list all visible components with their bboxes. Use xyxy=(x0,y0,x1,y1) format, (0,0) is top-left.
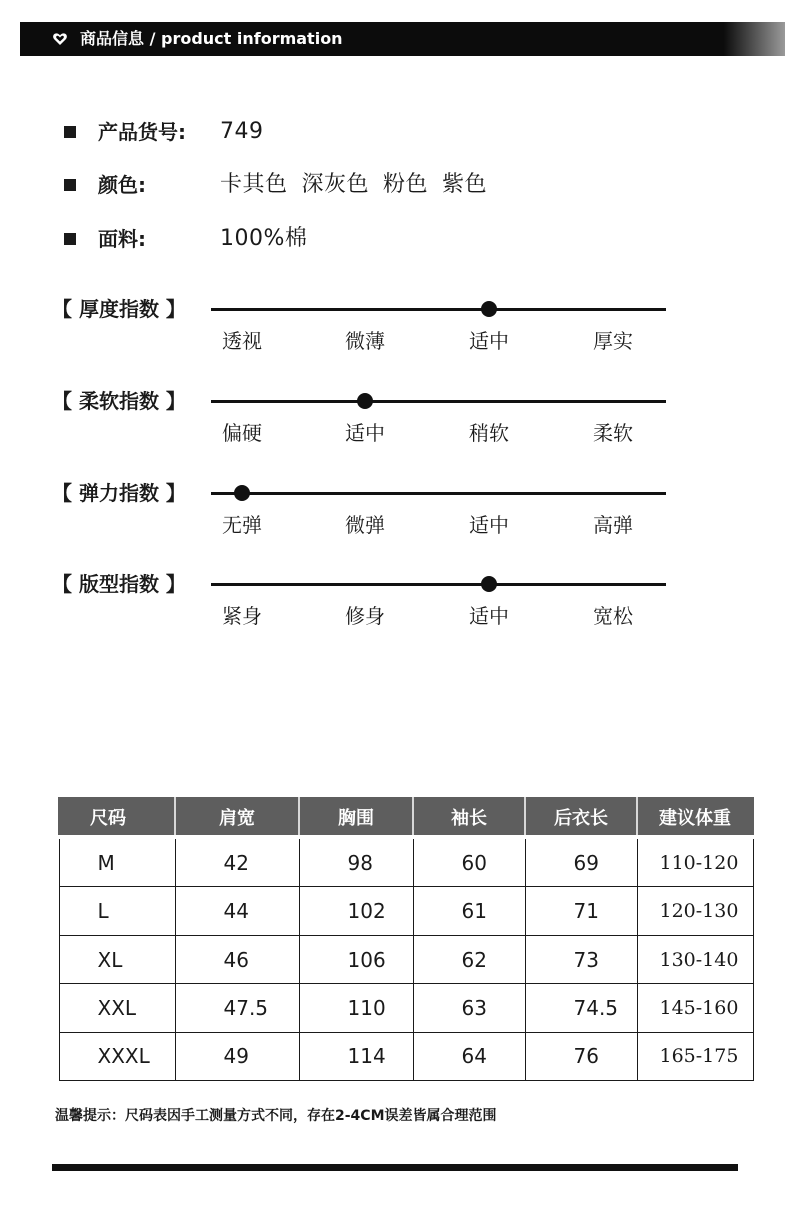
index-marker xyxy=(481,301,497,317)
index-tick-label: 宽松 xyxy=(593,604,633,628)
table-cell: 73 xyxy=(525,935,637,983)
table-cell: 63 xyxy=(413,984,525,1032)
color-option: 卡其色 xyxy=(220,172,288,197)
fabric-value: 100%棉 xyxy=(220,226,308,251)
table-cell: XXXL xyxy=(59,1032,175,1080)
index-label: 【 弹力指数 】 xyxy=(52,481,186,505)
table-cell: 76 xyxy=(525,1032,637,1080)
info-label: 面料: xyxy=(98,227,146,251)
heart-icon xyxy=(52,31,68,47)
index-softness xyxy=(52,388,692,458)
index-scale-line xyxy=(211,583,666,586)
index-tick-label: 适中 xyxy=(469,513,509,537)
index-tick-label: 柔软 xyxy=(593,421,633,445)
index-tick-label: 适中 xyxy=(469,329,509,353)
index-tick-label: 紧身 xyxy=(222,604,262,628)
table-cell: 110 xyxy=(299,984,413,1032)
table-cell: M xyxy=(59,837,175,887)
table-cell: 49 xyxy=(175,1032,299,1080)
index-tick-label: 透视 xyxy=(222,329,262,353)
color-option: 紫色 xyxy=(442,172,488,197)
info-label: 颜色: xyxy=(98,173,146,197)
column-header: 胸围 xyxy=(299,798,413,837)
table-row xyxy=(59,935,753,983)
table-cell: 60 xyxy=(413,837,525,887)
item-number-value: 749 xyxy=(220,119,264,144)
index-tick-label: 修身 xyxy=(345,604,385,628)
table-cell: 71 xyxy=(525,887,637,935)
table-cell: 120-130 xyxy=(637,887,753,935)
index-fit xyxy=(52,571,692,641)
table-cell: 114 xyxy=(299,1032,413,1080)
index-tick-label: 无弹 xyxy=(222,513,262,537)
index-tick-label: 高弹 xyxy=(593,513,633,537)
table-cell: 61 xyxy=(413,887,525,935)
table-cell: XXL xyxy=(59,984,175,1032)
index-tick-label: 稍软 xyxy=(469,421,509,445)
info-value xyxy=(220,225,321,253)
table-cell: 74.5 xyxy=(525,984,637,1032)
index-scale-line xyxy=(211,308,666,311)
index-tick-label: 微薄 xyxy=(345,329,385,353)
column-header: 袖长 xyxy=(413,798,525,837)
index-tick-label: 偏硬 xyxy=(222,421,262,445)
table-cell: 106 xyxy=(299,935,413,983)
info-row-item-number xyxy=(64,118,714,148)
table-cell: 130-140 xyxy=(637,935,753,983)
table-cell: 110-120 xyxy=(637,837,753,887)
index-scale-line xyxy=(211,400,666,403)
table-cell: 42 xyxy=(175,837,299,887)
square-bullet-icon xyxy=(64,126,76,138)
square-bullet-icon xyxy=(64,233,76,245)
table-cell: L xyxy=(59,887,175,935)
index-marker xyxy=(481,576,497,592)
index-thickness xyxy=(52,296,692,366)
index-label: 【 柔软指数 】 xyxy=(52,389,186,413)
table-cell: 44 xyxy=(175,887,299,935)
page-title: 商品信息 / product information xyxy=(80,29,343,48)
table-cell: XL xyxy=(59,935,175,983)
column-header: 后衣长 xyxy=(525,798,637,837)
table-cell: 165-175 xyxy=(637,1032,753,1080)
column-header: 建议体重 xyxy=(637,798,753,837)
table-row xyxy=(59,887,753,935)
info-label: 产品货号: xyxy=(98,120,186,144)
table-cell: 64 xyxy=(413,1032,525,1080)
index-marker xyxy=(234,485,250,501)
table-cell: 98 xyxy=(299,837,413,887)
table-header-row xyxy=(59,798,753,837)
bottom-divider xyxy=(52,1164,738,1171)
index-tick-label: 适中 xyxy=(345,421,385,445)
table-row xyxy=(59,837,753,887)
size-table xyxy=(58,797,754,1081)
info-row-colors xyxy=(64,171,714,201)
info-row-fabric xyxy=(64,225,714,255)
info-value xyxy=(220,118,278,146)
table-cell: 62 xyxy=(413,935,525,983)
table-row xyxy=(59,1032,753,1080)
color-option: 深灰色 xyxy=(301,172,370,197)
index-elasticity xyxy=(52,480,692,550)
color-option: 粉色 xyxy=(383,172,429,197)
index-label: 【 版型指数 】 xyxy=(52,572,186,596)
info-value xyxy=(220,171,501,199)
table-cell: 145-160 xyxy=(637,984,753,1032)
index-marker xyxy=(357,393,373,409)
table-cell: 47.5 xyxy=(175,984,299,1032)
index-scale-line xyxy=(211,492,666,495)
column-header: 尺码 xyxy=(59,798,175,837)
table-cell: 69 xyxy=(525,837,637,887)
table-row xyxy=(59,984,753,1032)
table-cell: 46 xyxy=(175,935,299,983)
table-cell: 102 xyxy=(299,887,413,935)
index-tick-label: 厚实 xyxy=(593,329,633,353)
index-tick-label: 微弹 xyxy=(345,513,385,537)
index-tick-label: 适中 xyxy=(469,604,509,628)
index-label: 【 厚度指数 】 xyxy=(52,297,186,321)
size-note: 温馨提示：尺码表因手工测量方式不同，存在2-4CM误差皆属合理范围 xyxy=(55,1108,497,1124)
column-header: 肩宽 xyxy=(175,798,299,837)
square-bullet-icon xyxy=(64,179,76,191)
